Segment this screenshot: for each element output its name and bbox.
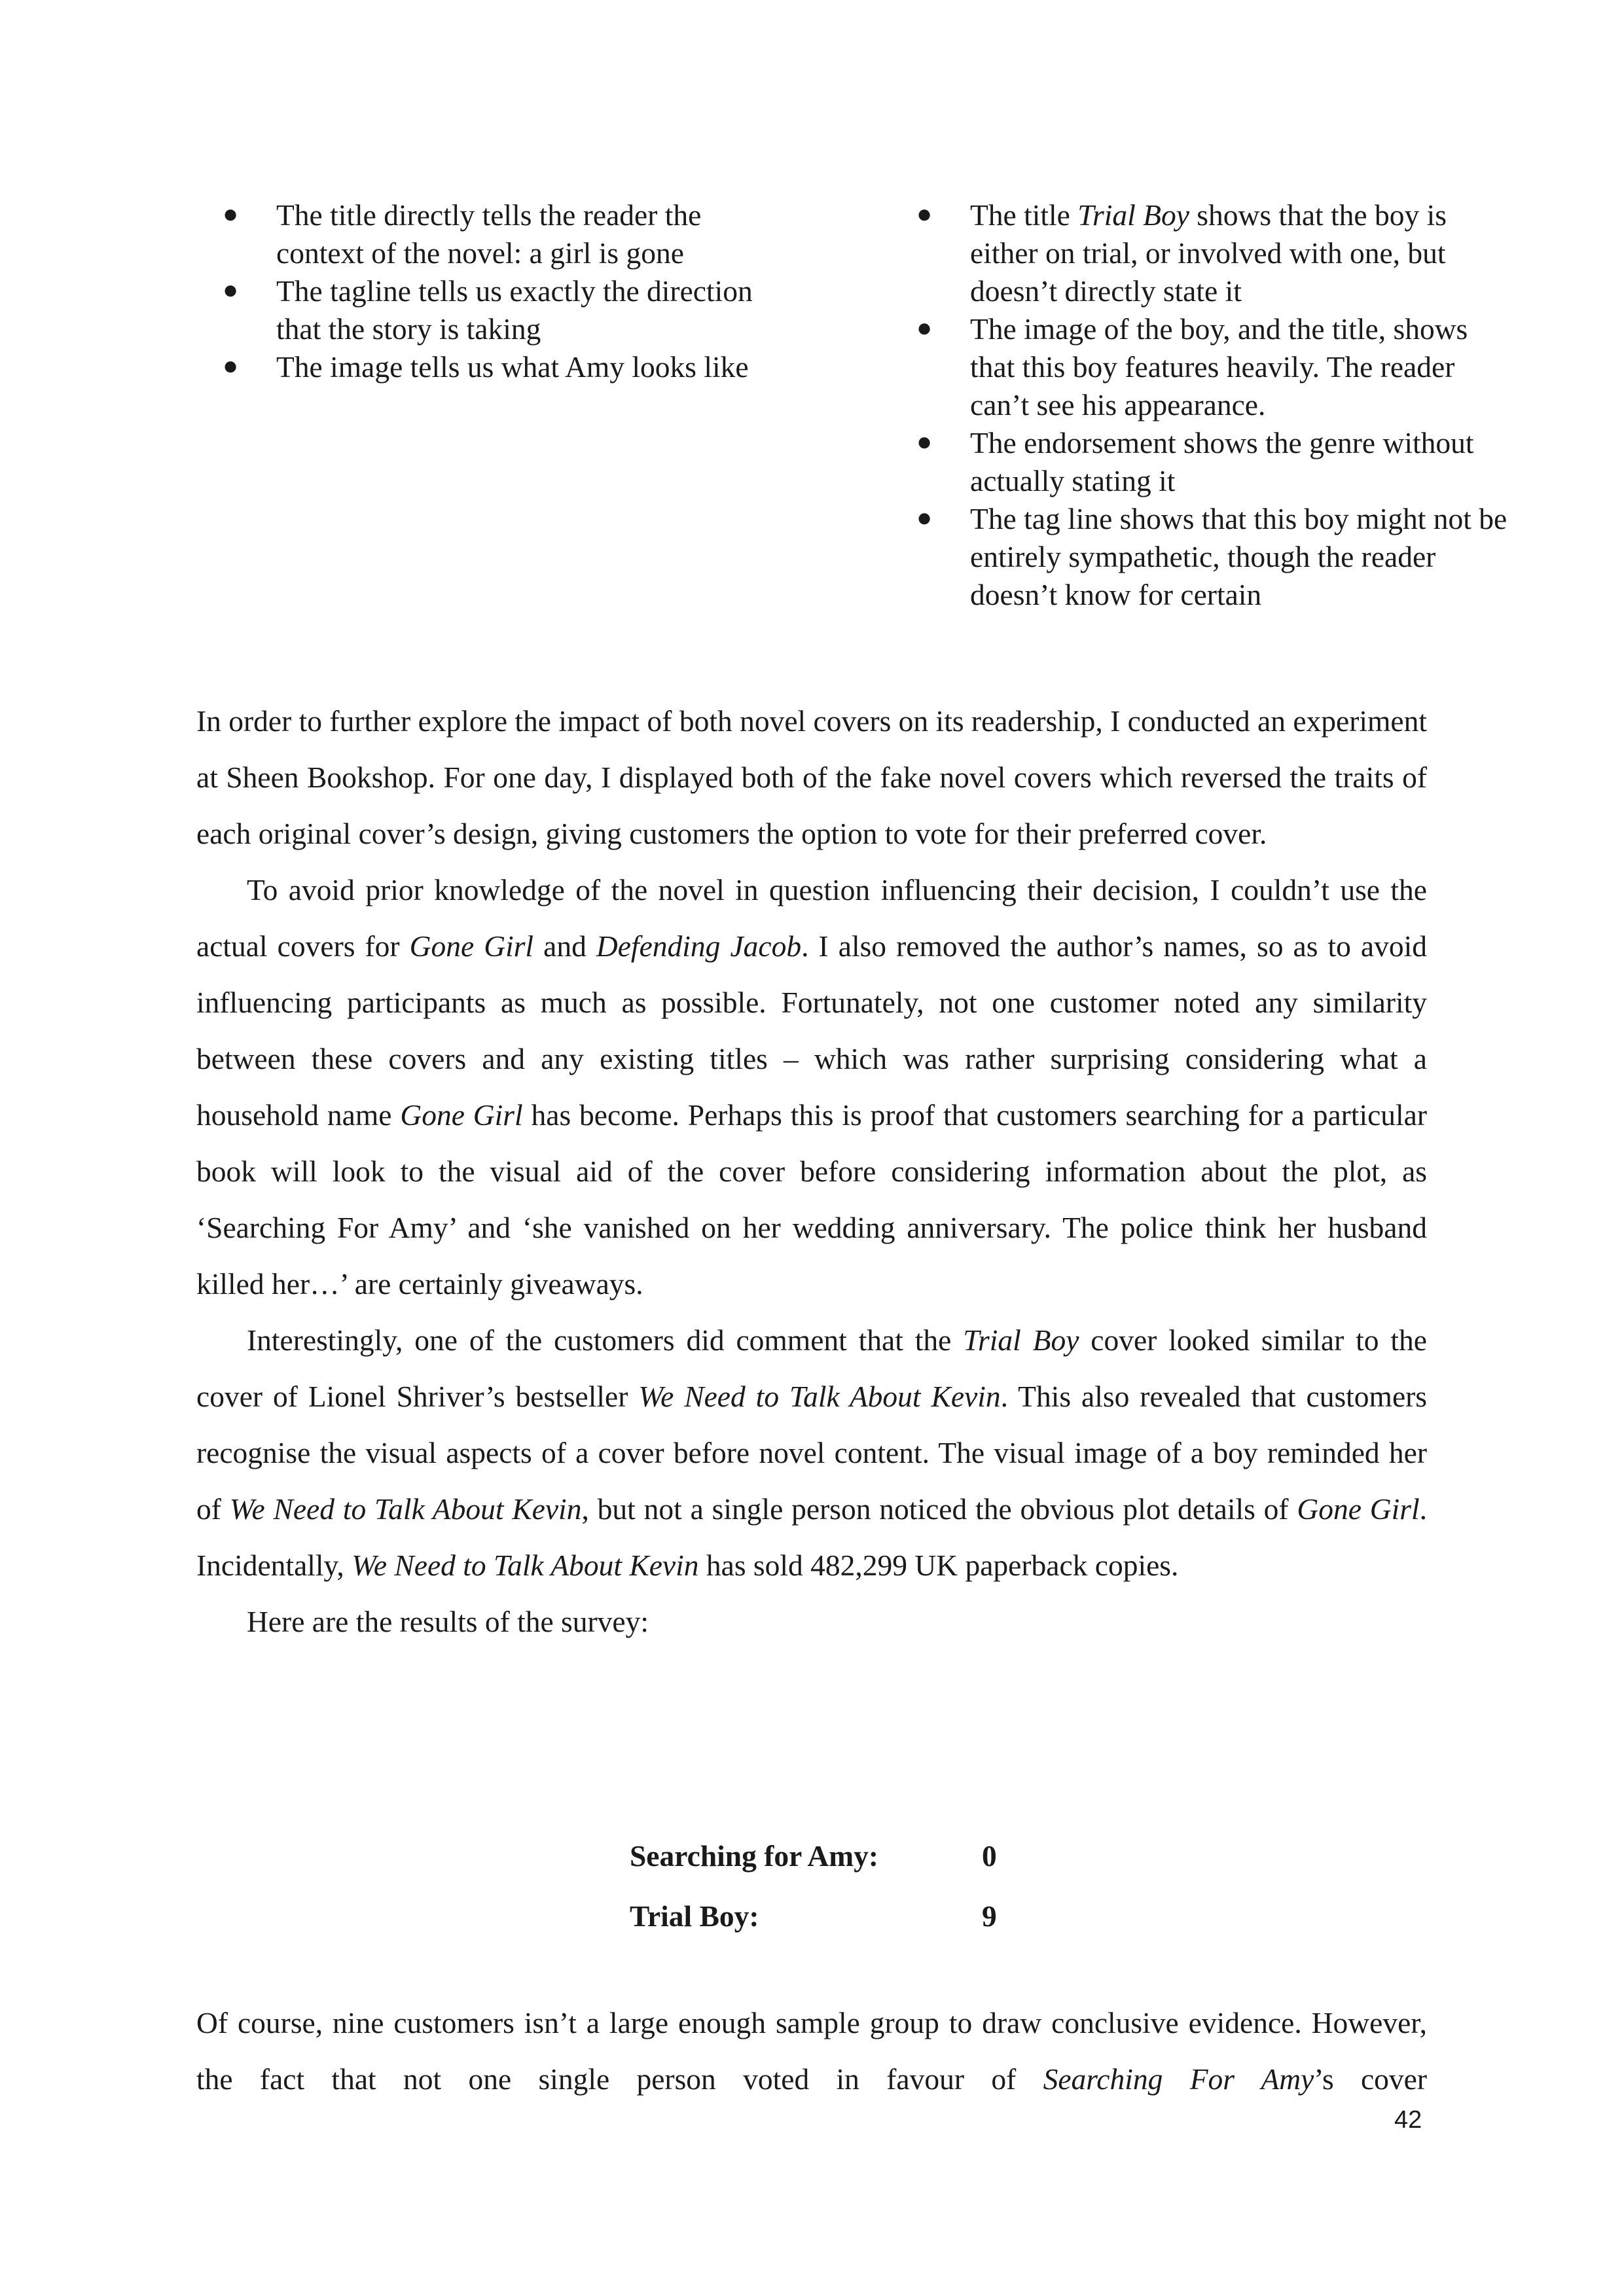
list-item: ● The endorsement shows the genre without actually stating it: [890, 424, 1519, 500]
bullet-icon: ●: [916, 503, 933, 532]
bullet-icon: ●: [916, 199, 933, 228]
result-row: [630, 1886, 997, 1946]
body-text: [196, 693, 1427, 1650]
bullet-icon: ●: [916, 427, 933, 456]
result-value: 9: [982, 1899, 997, 1933]
paragraph-results-intro: Here are the results of the survey:: [247, 1605, 649, 1638]
result-row: [630, 1826, 997, 1886]
bullet-icon: ●: [916, 313, 933, 342]
result-value: 0: [982, 1839, 997, 1873]
list-item: ● The tag line shows that this boy might not be entirely sympathetic, though the reader doesn’t know for certain: [890, 500, 1519, 614]
paragraph-prior-knowledge: To avoid prior knowledge of the novel in question influencing their decision, I couldn’t use the actual covers for Gone Girl and Defending Jacob. I also removed the author’s names, so as to avoid influencing participants as much as possible. Fortunately, not one customer noted any similarity between these covers and any existing titles – which was rather surprising considering what a household name Gone Girl has become. Perhaps this is proof that customers searching for a particular book will look to the visual aid of the cover before considering information about the plot, as ‘Searching For Amy’ and ‘she vanished on her wedding anniversary. The police think her husband killed her…’ are certainly giveaways.: [196, 873, 1428, 1300]
page-number: 42: [1394, 2106, 1422, 2134]
body-text-continued: [196, 1995, 1427, 2108]
list-item: ● The title Trial Boy shows that the boy is either on trial, or involved with one, but doesn’t directly state it: [890, 196, 1519, 310]
survey-results: [630, 1826, 997, 1946]
right-column: [890, 196, 1519, 614]
left-column: [196, 196, 785, 386]
list-item: ● The image tells us what Amy looks like: [196, 348, 785, 386]
paragraph-conclusion: Of course, nine customers isn’t a large enough sample group to draw conclusive evidence. However, the fact that not one single person voted in favour of Searching For Amy’s cover: [196, 2006, 1428, 2096]
bullet-icon: ●: [223, 199, 239, 228]
bullet-icon: ●: [223, 275, 239, 304]
paragraph-customer-comment: Interestingly, one of the customers did comment that the Trial Boy cover looked similar to the cover of Lionel Shriver’s bestseller We Need to Talk About Kevin. This also revealed that customers recognise the visual aspects of a cover before novel content. The visual image of a boy reminded her of We Need to Talk About Kevin, but not a single person noticed the obvious plot details of Gone Girl. Incidentally, We Need to Talk About Kevin has sold 482,299 UK paperback copies.: [196, 1323, 1428, 1582]
list-item: ● The tagline tells us exactly the direction that the story is taking: [196, 272, 785, 348]
result-label: Searching for Amy:: [630, 1839, 878, 1873]
list-item: ● The title directly tells the reader the context of the novel: a girl is gone: [196, 196, 785, 272]
left-bullet-list: [196, 196, 785, 386]
paragraph-experiment: In order to further explore the impact of both novel covers on its readership, I conducted an experiment at Sheen Bookshop. For one day, I displayed both of the fake novel covers which reversed the traits of each original cover’s design, giving customers the option to vote for their preferred cover.: [196, 704, 1428, 850]
list-item: ● The image of the boy, and the title, shows that this boy features heavily. The reader can’t see his appearance.: [890, 310, 1519, 424]
right-bullet-list: [890, 196, 1519, 614]
result-label: Trial Boy:: [630, 1899, 759, 1933]
bullet-icon: ●: [223, 351, 239, 380]
